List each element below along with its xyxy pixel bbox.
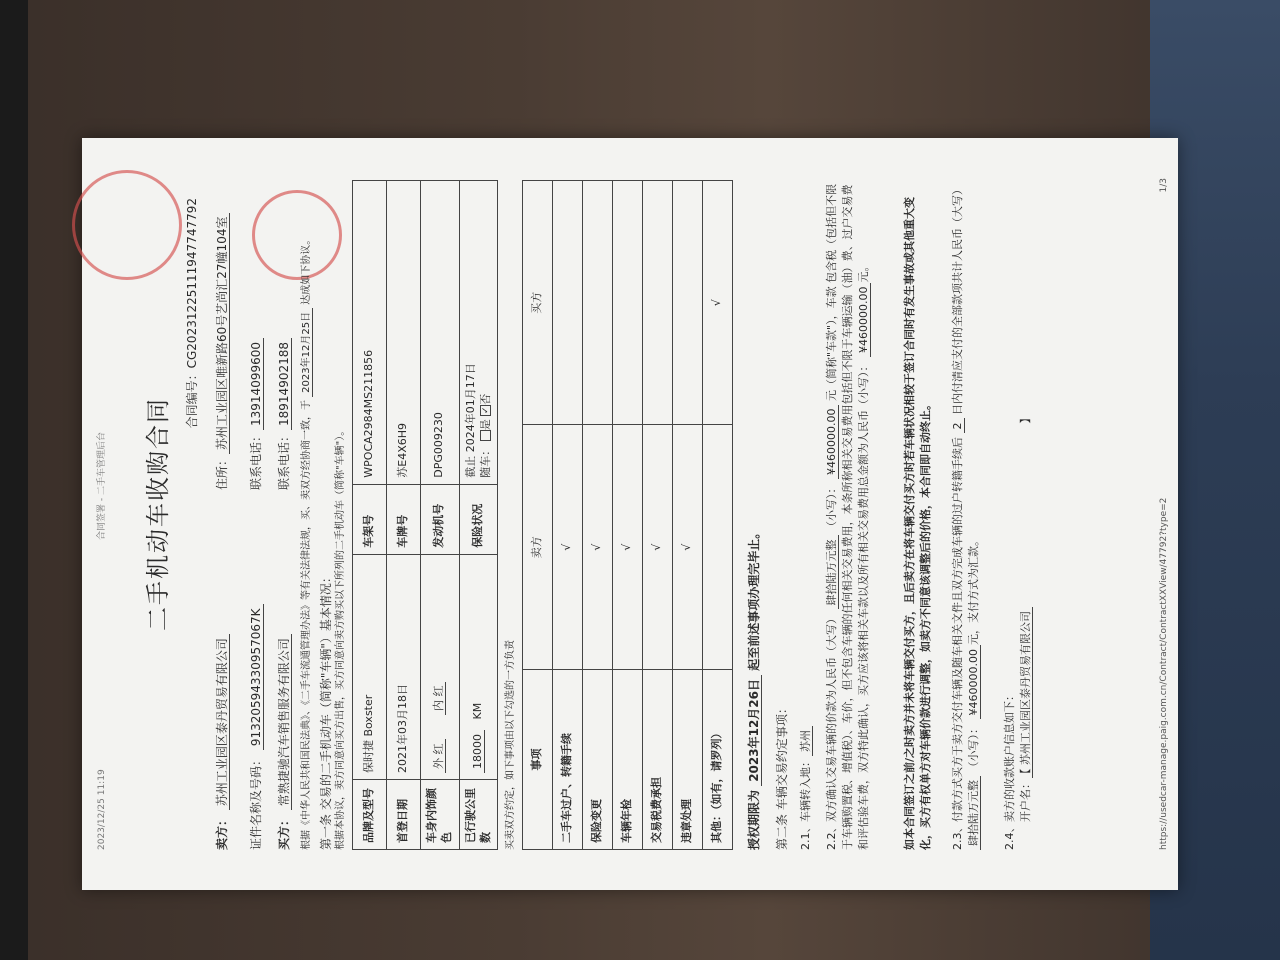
col-header-seller: 卖方 — [523, 425, 553, 670]
clause-text: 元（简称"车款"），车款 — [825, 286, 838, 402]
contract-number — [184, 198, 200, 428]
item-buyer-check: √ — [703, 181, 733, 426]
account-name: 【 苏州工业园区泰丹贸易有限公司 — [1019, 607, 1033, 778]
item-name: 违章处理 — [673, 670, 703, 850]
color-exterior: 外 红 — [432, 740, 446, 774]
deadline-label: 授权期限为 — [747, 789, 761, 850]
insurance-value — [459, 181, 498, 485]
col-header-item: 事项 — [523, 670, 553, 850]
seller-id: 91320594330957067K — [249, 604, 264, 750]
article-2-heading: 第二条 车辆交易约定事项： — [775, 702, 789, 850]
item-seller-check: √ — [583, 425, 613, 670]
table-row — [643, 181, 673, 850]
checkbox-no-checked: ✓ — [481, 406, 492, 414]
price-chinese: 肆拾陆万元整 — [825, 536, 839, 610]
responsibility-table — [522, 180, 733, 850]
first-reg-value: 2021年03月18日 — [387, 554, 421, 779]
item-name: 保险变更 — [583, 670, 613, 850]
clause-text: （小写）： — [825, 482, 838, 532]
account-bracket: 】 — [1018, 412, 1032, 424]
item-name: 交易税费承担 — [643, 670, 673, 850]
total-amount: ¥460000.00 — [857, 283, 871, 357]
page-number: 1/3 — [1158, 178, 1169, 193]
clause-text: 元，支付方式为汇款。 — [966, 535, 980, 646]
clause-2-4 — [1002, 178, 1034, 850]
color-label: 车身内饰颜色 — [421, 780, 460, 850]
item-seller-check: √ — [643, 425, 673, 670]
deadline-date: 2023年12月26日 — [747, 675, 762, 786]
item-seller-check: √ — [553, 425, 583, 670]
col-header-buyer: 买方 — [523, 181, 553, 426]
seller-label: 卖方： — [215, 813, 229, 850]
payment-chinese: 肆拾陆万元整 — [967, 776, 981, 850]
with-car-label: 随车： — [478, 444, 492, 478]
intro-end: 达成如下协议。 — [301, 234, 312, 305]
contract-number-value: CG20231225111947747792 — [185, 198, 199, 369]
seller-name: 苏州工业园区泰丹贸易有限公司 — [215, 634, 230, 810]
table-row — [353, 181, 387, 850]
buyer-label: 买方： — [277, 813, 291, 850]
table-row — [583, 181, 613, 850]
print-path: 合同签署 - 二手车管理后台 — [97, 432, 107, 540]
print-timestamp: 2023/12/25 11:19 — [97, 769, 107, 850]
clause-text: 包含税（包括但不限于车辆购置税、增值税）、车价，但不包含车辆的任何相关交易费用，本条所称相关交易费用包括但不限于车辆运输（油）费、过户交易费和评估验车费，双方特此确认，买方应该将相关车款以及所有相关交易费用总金额为人民币（小写）： — [825, 183, 870, 850]
table-row — [387, 181, 421, 850]
mileage-label: 已行驶公里数 — [459, 780, 498, 850]
seller-phone-label: 联系电话： — [249, 429, 263, 490]
page-title: 二手机动车收购合同 — [144, 397, 172, 631]
buyer-name: 常熟捷驰汽车销售服务有限公司 — [277, 634, 292, 810]
plate-value: 苏E4X6H9 — [387, 181, 421, 485]
item-seller-check: √ — [673, 425, 703, 670]
item-buyer-check — [643, 181, 673, 426]
clause-number: 2.3、 — [951, 821, 964, 850]
seller-addr-label: 住所： — [215, 453, 229, 490]
table-header-row — [523, 181, 553, 850]
contract-number-label: 合同编号： — [185, 368, 199, 429]
engine-value: DPG009230 — [421, 181, 460, 485]
item-buyer-check — [673, 181, 703, 426]
clause-2-3 — [950, 178, 982, 850]
footer-url: https://usedcar-manage.paig.com.cn/Contract/ContractXXView/47792?type=2 — [1158, 497, 1169, 850]
intro-date: 2023年12月25日 — [301, 308, 313, 397]
price-amount: ¥460000.00 — [825, 405, 839, 479]
payment-amount: ¥460000.00 — [967, 645, 981, 719]
payment-days: 2 — [951, 419, 965, 434]
table-row — [673, 181, 703, 850]
contract-sheet — [82, 138, 1178, 890]
table-row — [553, 181, 583, 850]
seller-line — [214, 178, 230, 850]
article-1-heading: 第一条 交易的二手机动车（简称"车辆"）基本情况： — [319, 571, 333, 850]
plate-label: 车牌号 — [387, 484, 421, 554]
yes-label: 是 — [478, 419, 492, 431]
mileage-value — [459, 554, 498, 779]
table-row — [421, 181, 460, 850]
buyer-phone-label: 联系电话： — [277, 429, 291, 490]
deadline-end: 起至前述事项办理完毕止。 — [747, 526, 761, 671]
buyer-line — [276, 178, 292, 850]
table-row — [613, 181, 643, 850]
vin-value: WPOCA2984MS211856 — [353, 181, 387, 485]
clause-text: （小写）： — [966, 723, 980, 773]
intro-text: 根据《中华人民共和国民法典》、《二手车流通管理办法》等有关法律法规，买、卖双方经协商一致，于 — [301, 400, 312, 850]
seller-addr: 苏州工业园区唯新路60号艺尚汇27幢104室 — [215, 213, 230, 454]
mileage-number: 18000 — [471, 730, 485, 773]
account-name-label: 开户名： — [1018, 778, 1032, 822]
article-1-sub: 根据本协议，卖方同意向买方出售，买方同意向卖方购买以下所列的二手机动车（简称"车辆"）。 — [335, 425, 346, 850]
buyer-phone: 18914902188 — [277, 338, 292, 430]
clause-number: 2.1、 — [799, 821, 812, 850]
clause-text: 车辆转入地： — [799, 756, 812, 822]
clause-text: 双方确认交易车辆的价款为人民币（大写） — [825, 613, 838, 822]
clause-text: 元。 — [856, 260, 870, 283]
clause-2-1 — [798, 178, 814, 850]
intro-paragraph — [300, 178, 314, 850]
insurance-until: 截止 2024年01月17日 — [463, 363, 477, 478]
mileage-unit: KM — [471, 702, 485, 720]
seller-phone: 13914099600 — [249, 338, 264, 430]
first-reg-label: 首登日期 — [387, 780, 421, 850]
item-buyer-check — [583, 181, 613, 426]
print-footer — [1158, 178, 1170, 850]
insurance-label: 保险状况 — [459, 484, 498, 554]
checkbox-yes — [480, 430, 491, 441]
brand-label: 品牌及型号 — [353, 780, 387, 850]
seller-id-label: 证件名称及号码： — [249, 753, 263, 850]
table-row — [703, 181, 733, 850]
item-seller-check — [703, 425, 733, 670]
item-seller-check: √ — [613, 425, 643, 670]
contract-page — [82, 138, 1178, 890]
bold-clause: 如本合同签订之前/之时卖方并未将车辆交付买方，且后卖方在将车辆交付买方时若车辆状况相较于签订合同时有发生事故或其他重大变化，买方有权单方对车辆价款进行调整，如卖方不同意该调整后的价格，本合同即自动终止。 — [903, 196, 932, 850]
no-label: 否 — [478, 393, 492, 405]
color-value — [421, 554, 460, 779]
engine-label: 发动机号 — [421, 484, 460, 554]
clause-text: 付款方式买方于卖方交付车辆及随车相关文件且双方完成车辆的过户转籍手续后 — [951, 437, 964, 822]
clause-text: 日内付清应支付的全部款项共计人民币（大写） — [951, 184, 964, 415]
item-buyer-check — [613, 181, 643, 426]
clause-2-2 — [824, 178, 872, 850]
color-interior: 内 红 — [432, 682, 446, 716]
authorization-deadline — [746, 178, 762, 850]
item-name: 二手车过户、转籍手续 — [553, 670, 583, 850]
transfer-city: 苏州 — [799, 726, 813, 756]
item-name: 车辆年检 — [613, 670, 643, 850]
clause-text: 卖方的收款账户信息如下： — [1003, 690, 1016, 822]
background-left-strip — [0, 0, 28, 960]
clause-number: 2.2、 — [825, 821, 838, 850]
vehicle-info-table — [352, 180, 498, 850]
item-buyer-check — [553, 181, 583, 426]
seller-id-line — [248, 178, 264, 850]
items-intro: 买卖双方约定，如下事项由以下勾选的一方负责 — [505, 640, 516, 850]
vin-label: 车架号 — [353, 484, 387, 554]
item-name: 其他：（如有，请罗列） — [703, 670, 733, 850]
clause-number: 2.4、 — [1003, 821, 1016, 850]
table-row — [459, 181, 498, 850]
brand-value: 保时捷 Boxster — [353, 554, 387, 779]
